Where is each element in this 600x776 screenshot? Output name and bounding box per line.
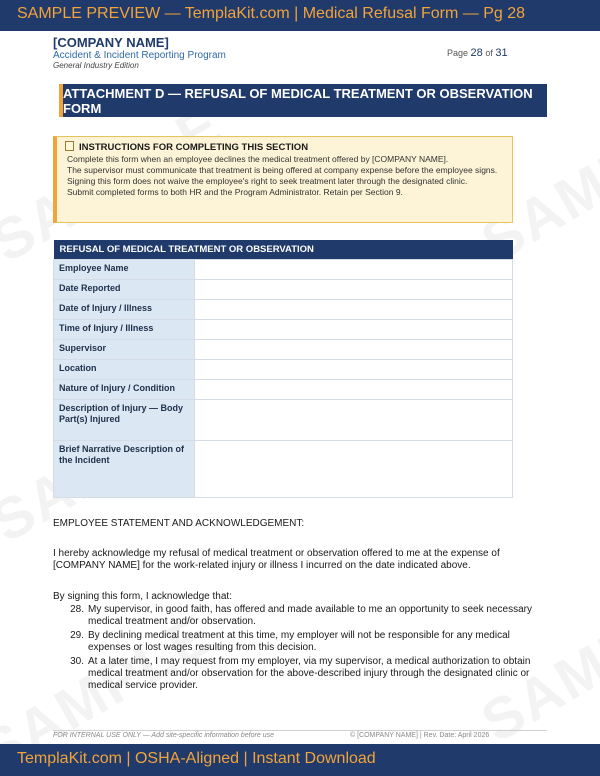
field-label-narrative: Brief Narrative Description of the Incident [54,440,195,497]
clipboard-icon [65,141,74,151]
employee-name-input[interactable] [195,259,513,279]
preview-banner-bottom: TemplaKit.com | OSHA-Aligned | Instant Download [0,744,600,776]
field-label-date-of-injury: Date of Injury / Illness [54,299,195,319]
instructions-box [53,136,513,223]
instruction-line: The supervisor must communicate that treatment is being offered at company expense before the employee signs. [67,165,498,175]
instructions-title-text: INSTRUCTIONS FOR COMPLETING THIS SECTION [79,142,309,153]
list-item [53,656,548,692]
form-title: ATTACHMENT D — REFUSAL OF MEDICAL TREATMENT OR OBSERVATION FORM [59,84,547,117]
footer-divider [53,730,547,731]
statement-intro: By signing this form, I acknowledge that: [53,591,232,602]
statement-heading: EMPLOYEE STATEMENT AND ACKNOWLEDGEMENT: [53,518,305,529]
field-label-time-of-injury: Time of Injury / Illness [54,319,195,339]
supervisor-input[interactable] [195,339,513,359]
page-label: Page [447,48,469,58]
footer-internal-note: FOR INTERNAL USE ONLY — Add site-specific information before use [53,732,274,739]
location-input[interactable] [195,359,513,379]
acknowledgement-list [53,604,548,694]
form-section-heading: REFUSAL OF MEDICAL TREATMENT OR OBSERVATION [54,240,513,259]
page-indicator [447,47,508,59]
field-label-date-reported: Date Reported [54,279,195,299]
description-of-injury-input[interactable] [195,399,513,440]
narrative-input[interactable] [195,440,513,497]
page-total: 31 [495,47,508,59]
footer-revision: © [COMPANY NAME] | Rev. Date: April 2026 [350,732,490,739]
list-item-number: 28. [70,604,84,615]
date-of-injury-input[interactable] [195,299,513,319]
company-name: [COMPANY NAME] [53,35,169,50]
instruction-line: Complete this form when an employee declines the medical treatment offered by [COMPANY NAME]. [67,154,449,164]
program-name: Accident & Incident Reporting Program [53,50,226,61]
date-reported-input[interactable] [195,279,513,299]
list-item [53,630,548,654]
field-label-nature-of-injury: Nature of Injury / Condition [54,379,195,399]
page-number: 28 [470,47,483,59]
nature-of-injury-input[interactable] [195,379,513,399]
edition-label: General Industry Edition [53,61,139,70]
list-item-number: 29. [70,630,84,641]
instructions-title [65,141,504,153]
list-item-text: By declining medical treatment at this time, my employer will not be responsible for any medical expenses or lost wages resulting from this decision. [88,630,510,653]
page-of-label: of [485,48,493,58]
field-label-location: Location [54,359,195,379]
instruction-line: Submit completed forms to both HR and the Program Administrator. Retain per Section 9. [67,187,403,197]
preview-banner-top: SAMPLE PREVIEW — TemplaKit.com | Medical Refusal Form — Pg 28 [0,0,600,31]
statement-paragraph: I hereby acknowledge my refusal of medical treatment or observation offered to me at the expense of [COMPANY NAME] for the work-related injury or illness I incurred on the date indicated above. [53,548,500,571]
field-label-employee-name: Employee Name [54,259,195,279]
list-item-text: My supervisor, in good faith, has offered and made available to me an opportunity to seek necessary medical treatment and/or observation. [88,604,532,627]
list-item-text: At a later time, I may request from my employer, via my supervisor, a medical authorization to obtain medical treatment and/or observation for the above-described injury through the designated clinic or medical service provider. [88,656,531,691]
time-of-injury-input[interactable] [195,319,513,339]
field-label-supervisor: Supervisor [54,339,195,359]
refusal-form-table [53,240,513,498]
instruction-line: Signing this form does not waive the employee's right to seek treatment later through the designated clinic. [67,176,468,186]
list-item [53,604,548,628]
list-item-number: 30. [70,656,84,667]
field-label-description-of-injury: Description of Injury — Body Part(s) Injured [54,399,195,440]
